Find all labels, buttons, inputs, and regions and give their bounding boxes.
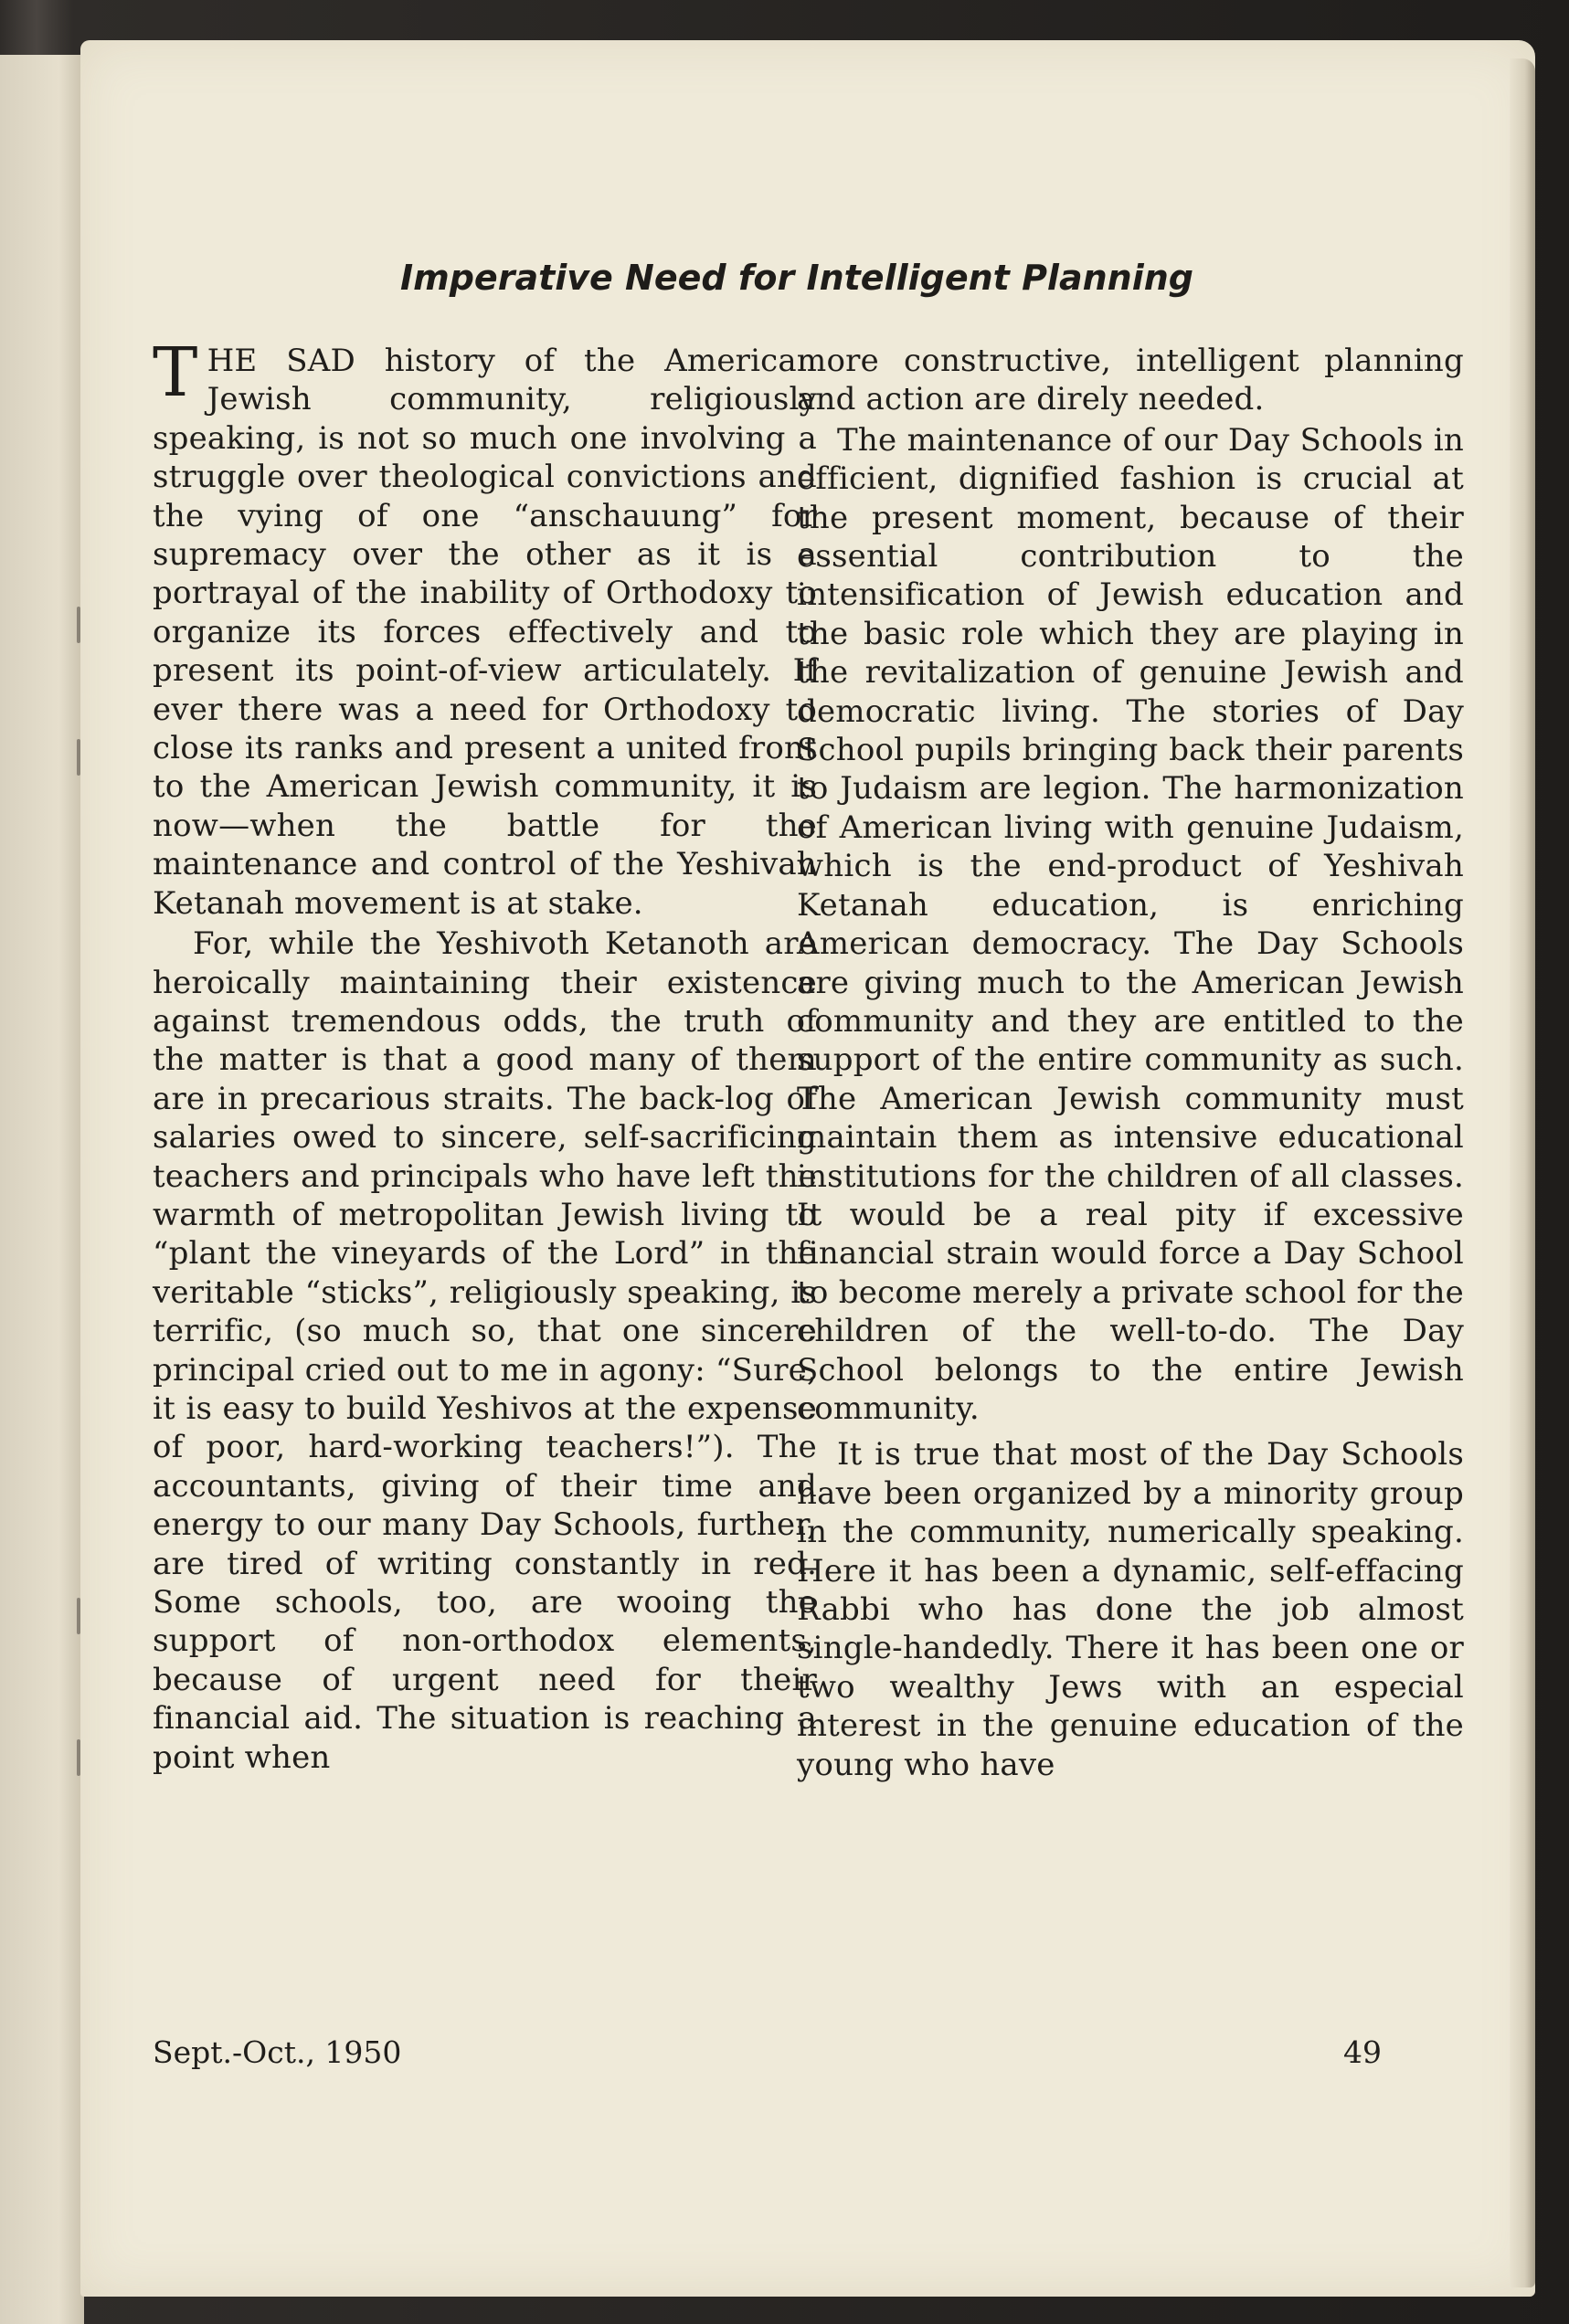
margin-mark [77,1739,80,1776]
drop-cap: T [153,333,198,412]
magazine-page [80,40,1535,2297]
paragraph-1-text: HE SAD history of the American Jewish community, religiously speaking, is not so much one involving a struggle over theological convictions and the vying of one “anschauung” for supremacy over the other as it is a portrayal of the inability of Orthodoxy to organize its forces effectively and to present its point-of-view articulately. If ever there was a need for Orthodoxy to close its ranks and present a united front to the American Jewish community, it is now—when the battle for the maintenance and control of the Yeshivah Ketanah movement is at stake. [153,343,817,922]
paragraph-5: It is true that most of the Day Schools have been organized by a minority group in the community, numerically speaking. Here it has been a dynamic, self-effacing Rabbi who has done the job almost single-handedly. There it has been one or two wealthy Jews with an especial interest in the genuine education of the young who have [797,1436,1464,1783]
page-stack-edge [1510,58,1535,2287]
previous-page-edge [0,55,84,2324]
right-column [797,342,1464,1784]
article-title: Imperative Need for Intelligent Planning [400,258,1193,298]
issue-date: Sept.-Oct., 1950 [153,2034,402,2070]
paragraph-1 [153,333,817,923]
margin-mark [77,607,80,643]
left-column [153,333,817,1777]
paragraph-3: more constructive, intelligent planning and action are direly needed. [797,343,1464,418]
paragraph-2: For, while the Yeshivoth Ketanoth are heroically maintaining their existence against tremendous odds, the truth of the matter is that a good many of them are in precarious straits. The back-log of salaries owed to sincere, self-sacrificing teachers and principals who have left the warmth of metropolitan Jewish living to “plant the vineyards of the Lord” in the veritable “sticks”, religiously speaking, is terrific, (so much so, that one sincere principal cried out to me in agony: “Sure, it is easy to build Yeshivos at the expense of poor, hard-working teachers!”). The accountants, giving of their time and energy to our many Day Schools, further, are tired of writing constantly in red. Some schools, too, are wooing the support of non-orthodox elements, because of urgent need for their financial aid. The situation is reaching a point when [153,925,817,1776]
margin-mark [77,739,80,776]
paragraph-4: The maintenance of our Day Schools in efficient, dignified fashion is crucial at the present moment, because of their essential contribution to the intensification of Jewish education and the basic role which they are playing in the revitalization of genuine Jewish and democratic living. The stories of Day School pupils bringing back their parents to Judaism are legion. The harmonization of American living with genuine Judaism, which is the end-product of Yeshivah Ketanah education, is enriching American democracy. The Day Schools are giving much to the American Jewish community and they are entitled to the support of the entire community as such. The American Jewish community must maintain them as intensive educational institutions for the children of all classes. It would be a real pity if excessive financial strain would force a Day School to become merely a private school for the children of the well-to-do. The Day School belongs to the entire Jewish community. [797,421,1464,1427]
page-number: 49 [1343,2034,1382,2070]
margin-mark [77,1598,80,1634]
